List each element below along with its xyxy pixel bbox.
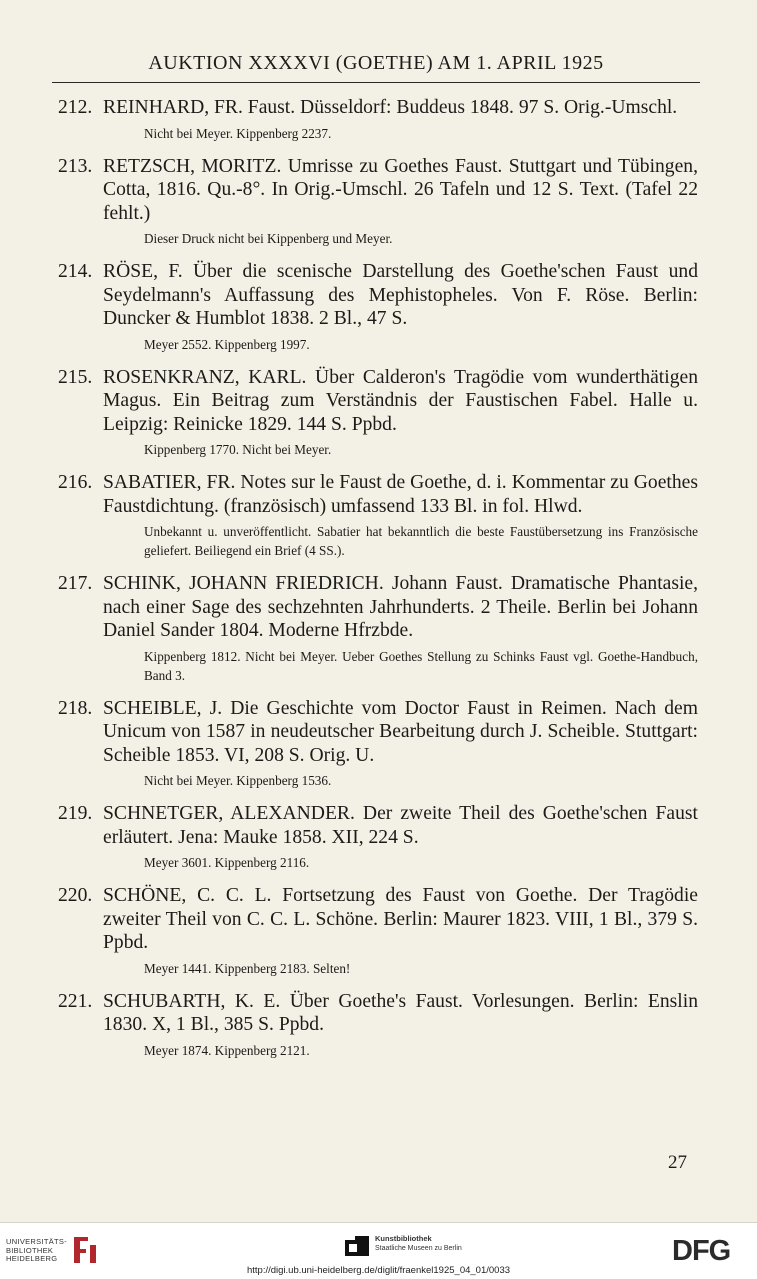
entry-description: SCHINK, JOHANN FRIEDRICH. Johann Faust. Dramatische Phantasie, nach einer Sage des sechzehnten Jahrhunderts. 2 Theile. Berlin bei Johann Daniel Sander 1804. Moderne Hfrzbde. — [103, 573, 698, 641]
kunstbibliothek-subtitle: Staatliche Museen zu Berlin — [375, 1245, 462, 1252]
entry-text — [58, 697, 698, 768]
catalog-entry — [58, 260, 698, 354]
entry-note: Nicht bei Meyer. Kippenberg 1536. — [144, 773, 332, 788]
entry-number: 220. — [58, 885, 93, 906]
catalog-entry — [58, 572, 698, 685]
entry-note: Kippenberg 1770. Nicht bei Meyer. — [144, 442, 332, 457]
page-header: AUKTION XXXXVI (GOETHE) AM 1. APRIL 1925 — [148, 52, 604, 74]
entry-number: 221. — [58, 990, 93, 1012]
catalog-entry — [58, 884, 698, 978]
university-name-line: UNIVERSITÄTS- — [6, 1237, 67, 1246]
university-name-line: BIBLIOTHEK — [6, 1245, 54, 1255]
entry-text — [58, 96, 698, 120]
permalink-url[interactable]: http://digi.ub.uni-heidelberg.de/diglit/fraenkel1925_04_01/0033 — [246, 1265, 511, 1276]
entry-text — [58, 990, 698, 1037]
entry-number: 219. — [58, 803, 93, 824]
catalog-entry — [58, 155, 698, 249]
catalog-entry — [58, 366, 698, 460]
catalog-entries — [58, 96, 698, 1072]
entry-number: 218. — [58, 697, 93, 719]
entry-description: RETZSCH, MORITZ. Umrisse zu Goethes Faust. Stuttgart und Tübingen, Cotta, 1816. Qu.-8°. In Orig.-Umschl. 26 Tafeln und 12 S. Text. (Tafel 22 fehlt.) — [103, 155, 698, 224]
entry-note: Unbekannt u. unveröffentlicht. Sabatier hat bekanntlich die beste Faustübersetzung ins Französische geliefert. Beiliegend ein Brief (4 SS.). — [144, 524, 698, 558]
entry-number: 214. — [58, 261, 93, 282]
entry-number: 216. — [58, 472, 93, 493]
entry-description: RÖSE, F. Über die scenische Darstellung des Goethe'schen Faust und Seydelmann's Auffassung des Mephistopheles. Von F. Röse. Berlin: Duncker & Humblot 1838. 2 Bl., 47 S. — [103, 261, 698, 329]
entry-description: SABATIER, FR. Notes sur le Faust de Goethe, d. i. Kommentar zu Goethes Faustdichtung. (französisch) umfassend 133 Bl. in fol. Hlwd. — [103, 472, 698, 517]
entry-description: SCHNETGER, ALEXANDER. Der zweite Theil des Goethe'schen Faust erläutert. Jena: Mauke 1858. XII, 224 S. — [103, 803, 698, 848]
university-emblem-icon — [70, 1235, 98, 1265]
entry-number: 213. — [58, 155, 93, 177]
entry-note: Dieser Druck nicht bei Kippenberg und Meyer. — [144, 231, 393, 246]
entry-text — [58, 366, 698, 437]
catalog-entry — [58, 96, 698, 143]
entry-description: REINHARD, FR. Faust. Düsseldorf: Buddeus 1848. 97 S. Orig.-Umschl. — [103, 97, 678, 118]
entry-note: Nicht bei Meyer. Kippenberg 2237. — [144, 125, 332, 141]
dfg-logo[interactable]: DFG — [672, 1235, 731, 1267]
entry-number: 212. — [58, 97, 93, 118]
entry-text — [58, 572, 698, 643]
entry-note: Meyer 1874. Kippenberg 2121. — [144, 1042, 310, 1058]
page-number: 27 — [668, 1152, 687, 1173]
university-name-line: HEIDELBERG — [6, 1254, 58, 1263]
entry-description: SCHUBARTH, K. E. Über Goethe's Faust. Vorlesungen. Berlin: Enslin 1830. X, 1 Bl., 385 S. Ppbd. — [103, 990, 698, 1035]
entry-text — [58, 802, 698, 849]
catalog-entry — [58, 697, 698, 791]
entry-text — [58, 260, 698, 331]
header-rule — [52, 82, 700, 83]
entry-description: SCHEIBLE, J. Die Geschichte vom Doctor Faust in Reimen. Nach dem Unicum von 1587 in neudeutscher Bearbeitung durch J. Scheible. Stuttgart: Scheible 1853. VI, 208 S. Orig. U. — [103, 697, 698, 766]
entry-number: 215. — [58, 366, 93, 388]
catalog-entry — [58, 471, 698, 560]
catalog-entry — [58, 990, 698, 1060]
university-library-logo[interactable] — [6, 1233, 106, 1267]
kunstbibliothek-title: Kunstbibliothek — [375, 1234, 432, 1243]
entry-description: ROSENKRANZ, KARL. Über Calderon's Tragödie vom wunderthätigen Magus. Ein Beitrag zum Verständnis der Faustischen Fabel. Halle u. Leipzig: Reinicke 1829. 144 S. Ppbd. — [103, 366, 698, 435]
entry-description: SCHÖNE, C. C. L. Fortsetzung des Faust von Goethe. Der Tragödie zweiter Theil von C. C. L. Schöne. Berlin: Maurer 1823. VIII, 1 Bl., 379 S. Ppbd. — [103, 885, 698, 953]
entry-note: Meyer 2552. Kippenberg 1997. — [144, 336, 310, 352]
entry-note: Meyer 1441. Kippenberg 2183. Selten! — [144, 960, 351, 976]
catalog-entry — [58, 802, 698, 872]
entry-text — [58, 471, 698, 518]
entry-number: 217. — [58, 573, 93, 594]
kunstbibliothek-emblem-icon — [345, 1236, 369, 1256]
entry-note: Kippenberg 1812. Nicht bei Meyer. Ueber Goethes Stellung zu Schinks Faust vgl. Goethe-Handbuch, Band 3. — [144, 648, 698, 683]
entry-text — [58, 155, 698, 226]
viewer-footer — [0, 1222, 757, 1279]
entry-text — [58, 884, 698, 955]
university-library-name — [6, 1238, 67, 1264]
entry-note: Meyer 3601. Kippenberg 2116. — [144, 855, 310, 870]
